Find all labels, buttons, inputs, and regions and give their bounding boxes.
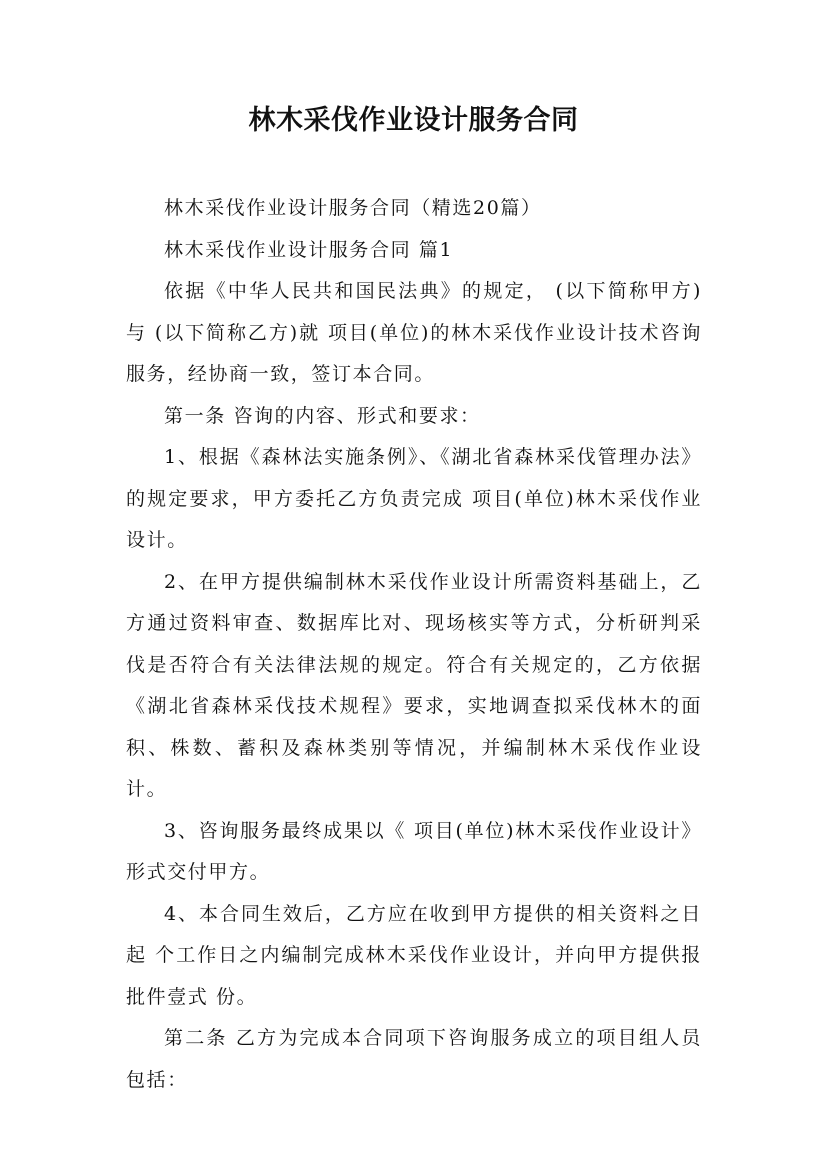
paragraph-clause-2: 2、在甲方提供编制林木采伐作业设计所需资料基础上，乙方通过资料审查、数据库比对、现场核实等方式，分析研判采伐是否符合有关法律法规的规定。符合有关规定的，乙方依据《湖北省森林采伐技术规程》要求，实地调查拟采伐林木的面积、株数、蓄积及森林类别等情况，并编制林木采伐作业设计。 [126, 570, 702, 800]
paragraph-contract-subtitle: 林木采伐作业设计服务合同（精选20篇） [164, 197, 542, 219]
paragraph-clause-3: 3、咨询服务最终成果以《 项目(单位)林木采伐作业设计》形式交付甲方。 [126, 819, 702, 883]
paragraph-clause-1: 1、根据《森林法实施条例》、《湖北省森林采伐管理办法》的规定要求，甲方委托乙方负责完成 项目(单位)林木采伐作业设计。 [126, 446, 702, 551]
paragraph-section-heading: 林木采伐作业设计服务合同 篇1 [164, 238, 454, 261]
document-body [126, 188, 702, 1101]
paragraph-article-two: 第二条 乙方为完成本合同项下咨询服务成立的项目组人员包括： [126, 1027, 702, 1091]
paragraph-clause-4: 4、本合同生效后，乙方应在收到甲方提供的相关资料之日起 个工作日之内编制完成林木采伐作业设计，并向甲方提供报批件壹式 份。 [126, 902, 702, 1008]
paragraph-preamble: 依据《中华人民共和国民法典》的规定， (以下简称甲方)与 (以下简称乙方)就 项目(单位)的林木采伐作业设计技术咨询服务，经协商一致，签订本合同。 [126, 280, 702, 385]
paragraph-article-one-heading: 第一条 咨询的内容、形式和要求： [164, 404, 481, 427]
document-title: 林木采伐作业设计服务合同 [248, 105, 579, 136]
